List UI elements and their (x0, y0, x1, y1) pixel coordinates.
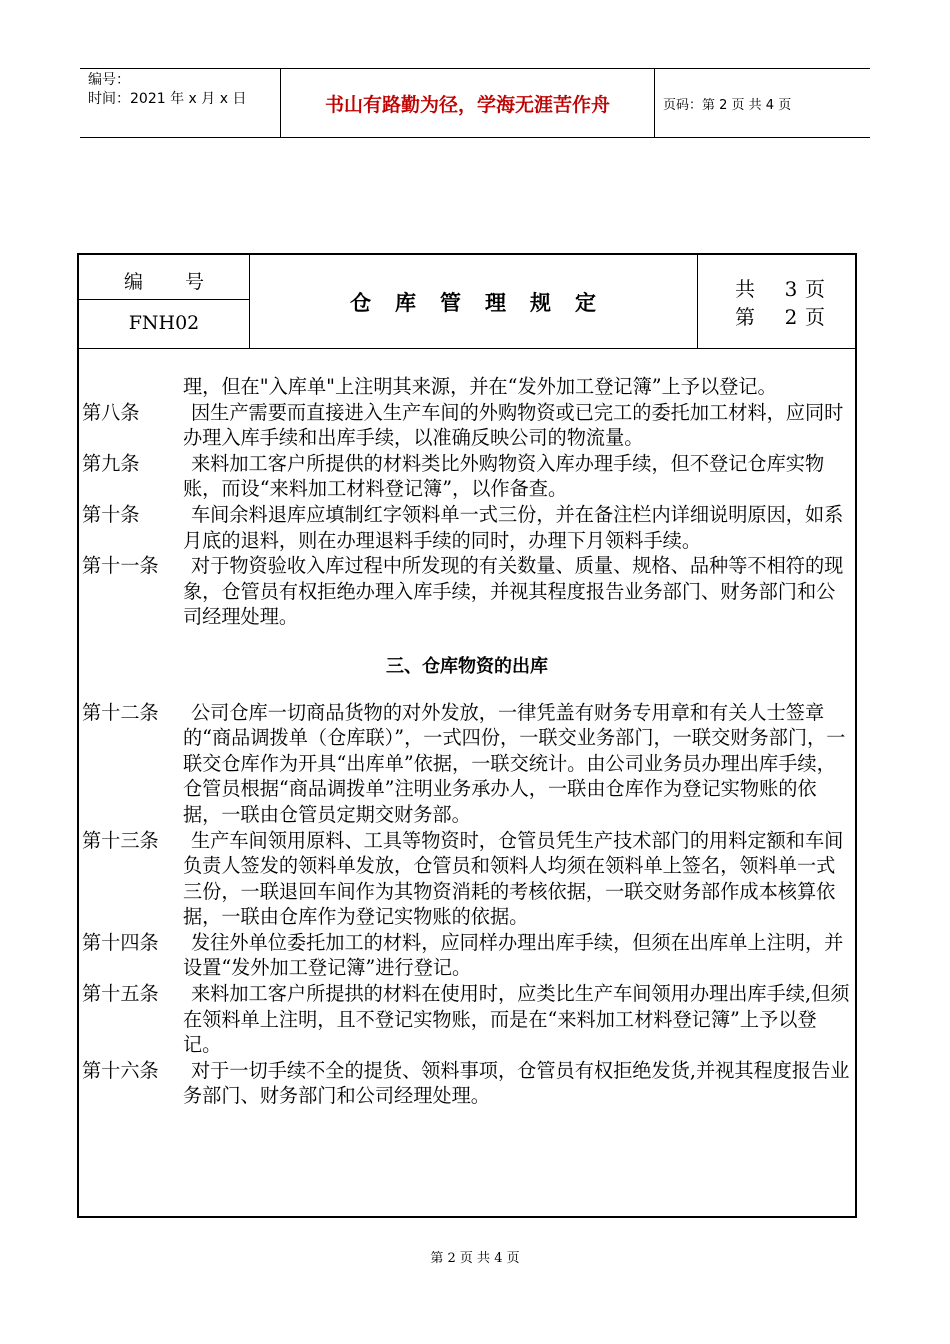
document-title: 仓库管理规定 (350, 290, 620, 315)
code-value: FNH02 (128, 312, 200, 334)
document-frame (77, 253, 857, 1218)
clause-label: 第八条 (82, 400, 140, 424)
header-number-label: 编号： (88, 72, 130, 88)
code-label: 编号 (123, 271, 246, 293)
header-page-info: 页码：第 2 页 共 4 页 (663, 97, 792, 113)
clause-10 (82, 502, 852, 553)
current-label: 第 (735, 305, 755, 329)
clause-text: 生产车间领用原料、工具等物资时，仓管员凭生产技术部门的用料定额和车间负责人签发的领料单发放，仓管员和领料人均须在领料单上签名，领料单一式三份，一联退回车间作为其物资消耗的考核依据，一联交财务部作成本核算依据，一联由仓库作为登记实物账的依据。 (183, 828, 844, 929)
clause-label: 第十三条 (82, 828, 159, 852)
clause-label: 第十四条 (82, 930, 159, 954)
clause-9 (82, 451, 852, 502)
clause-text: 车间余料退库应填制红字领料单一式三份，并在备注栏内详细说明原因，如系月底的退料，则在办理退料手续的同时，办理下月领料手续。 (183, 502, 844, 552)
clause-11 (82, 553, 852, 630)
total-pages (735, 273, 825, 302)
clause-text: 因生产需要而直接进入生产车间的外购物资或已完工的委托加工材料，应同时办理入库手续和出库手续，以准确反映公司的物流量。 (183, 400, 844, 450)
section-heading: 三、仓库物资的出库 (386, 655, 548, 677)
current-number: 2 (784, 305, 798, 329)
clause-12 (82, 700, 852, 828)
current-unit: 页 (805, 305, 825, 329)
code-cell (79, 255, 250, 348)
clause-text: 来料加工客户所提供的材料类比外购物资入库办理手续，但不登记仓库实物账，而设“来料加工材料登记簿”，以作备查。 (183, 451, 825, 501)
page-header (80, 68, 870, 138)
clause-14 (82, 930, 852, 981)
clause-label: 第十五条 (82, 982, 159, 1006)
clause-text: 来料加工客户所提拱的材料在使用时，应类比生产车间领用办理出库手续,但须在领料单上注明，且不登记实物账，而是在“来料加工材料登记簿”上予以登记。 (183, 982, 850, 1057)
total-unit: 页 (805, 277, 825, 301)
code-divider (79, 299, 249, 300)
continuation-text: 理，但在"入库单"上注明其来源，并在“发外加工登记簿”上予以登记。 (183, 375, 777, 398)
current-page (735, 301, 825, 330)
title-cell (249, 255, 698, 348)
clause-label: 第十六条 (82, 1058, 159, 1082)
clause-label: 第十二条 (82, 700, 159, 724)
header-time-label: 时间：2021 年 x 月 x 日 (88, 91, 247, 107)
page-footer: 第 2 页 共 4 页 (430, 1251, 520, 1266)
clause-label: 第九条 (82, 451, 140, 475)
clause-15 (82, 981, 852, 1058)
clause-13 (82, 828, 852, 930)
total-label: 共 (735, 277, 755, 301)
clause-text: 发往外单位委托加工的材料，应同样办理出库手续，但须在出库单上注明，并设置“发外加工登记簿”进行登记。 (183, 930, 844, 980)
clause-8 (82, 400, 852, 451)
pages-cell (697, 255, 855, 348)
clause-text: 公司仓库一切商品货物的对外发放，一律凭盖有财务专用章和有关人士签章的“商品调拨单（仓库联）”，一式四份，一联交业务部门，一联交财务部门，一联交仓库作为开具“出库单”依据，一联交统计。由公司业务员办理出库手续，仓管员根据“商品调拨单”注明业务承办人，一联由仓库作为登记实物账的依据，一联由仓管员定期交财务部。 (183, 700, 846, 826)
clause-text: 对于一切手续不全的提货、领料事项，仓管员有权拒绝发货,并视其程度报告业务部门、财务部门和公司经理处理。 (183, 1058, 850, 1108)
clause-text: 对于物资验收入库过程中所发现的有关数量、质量、规格、品种等不相符的现象，仓管员有权拒绝办理入库手续，并视其程度报告业务部门、财务部门和公司经理处理。 (183, 554, 844, 629)
clause-label: 第十条 (82, 502, 140, 526)
header-motto: 书山有路勤为径，学海无涯苦作舟 (280, 69, 655, 137)
header-meta (88, 71, 283, 109)
clause-label: 第十一条 (82, 554, 159, 578)
document-body (82, 350, 852, 1109)
total-number: 3 (784, 277, 798, 301)
clause-16 (82, 1058, 852, 1109)
document-title-row (79, 255, 855, 349)
